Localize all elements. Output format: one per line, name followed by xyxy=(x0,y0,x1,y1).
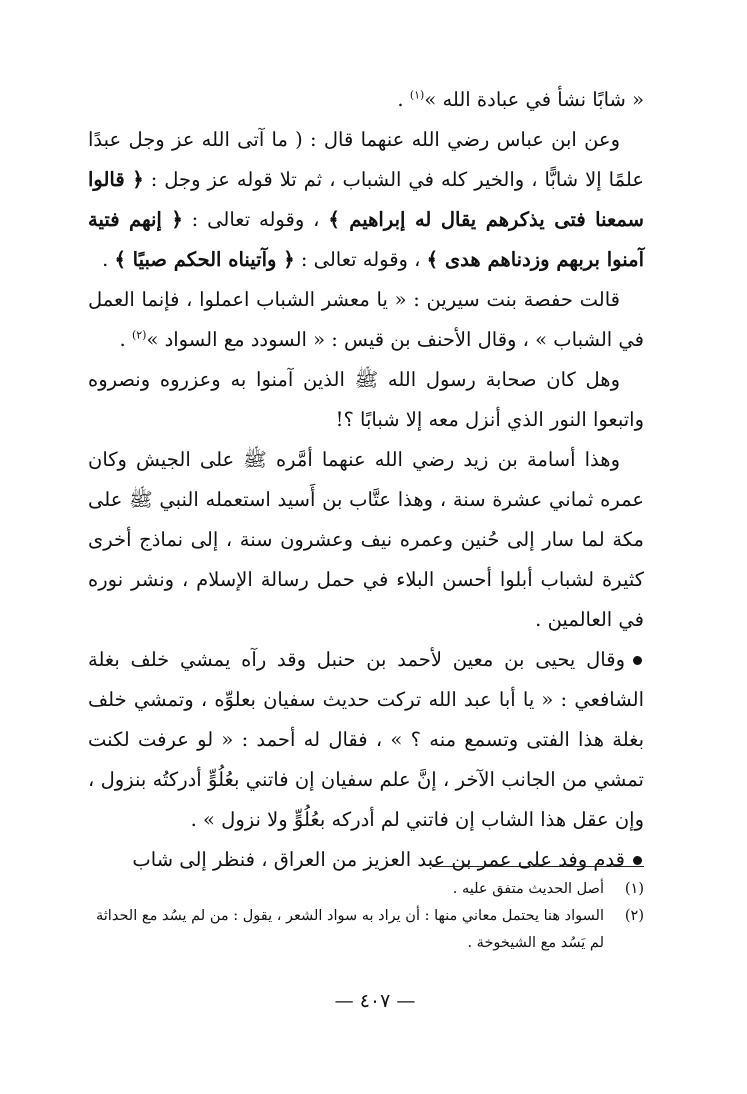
paragraph-text: « شابًا نشأ في عبادة الله » xyxy=(424,88,644,111)
footnote-ref-1[interactable]: (١) xyxy=(409,88,425,102)
paragraph-companions xyxy=(88,360,644,440)
page-body xyxy=(88,80,644,880)
paragraph-text: وقال يحيى بن معين لأحمد بن حنبل وقد رآه يمشي خلف بغلة الشافعي : « يا أبا عبد الله تركت حديث سفيان بعلوِّه ، وتمشي خلف بغلة هذا الفتى وتسمع منه ؟ » ، فقال له أحمد : « لو عرفت لكنت تمشي من الجانب الآخر ، إنَّ علم سفيان إن فاتني بعُلُوٍّ أدركتُه بنزول ، وإن عقل هذا الشاب إن فاتني لم أدركه بعُلُوٍّ ولا نزول » . xyxy=(88,648,644,831)
paragraph-text: قالت حفصة بنت سيرين : « يا معشر الشباب اعملوا ، فإنما العمل في الشباب » ، وقال الأحنف بن قيس : « السودد مع السواد » xyxy=(88,288,644,351)
footnote-text: السواد هنا يحتمل معاني منها : أن يراد به سواد الشعر ، يقول : من لم يسُد مع الحداثة لم يَسُد مع الشيخوخة . xyxy=(96,908,604,951)
paragraph-text: قدم وفد على عمر بن عبد العزيز من العراق ، فنظر إلى شاب xyxy=(132,848,625,871)
paragraph-umar-delegation xyxy=(88,840,644,880)
footnote-number: (١) xyxy=(624,881,644,897)
footnote-text: أصل الحديث متفق عليه . xyxy=(452,881,604,897)
footnote-1 xyxy=(88,876,644,903)
bullet-icon xyxy=(633,656,642,665)
paragraph-text: وهل كان صحابة رسول الله ﷺ الذين آمنوا به وعزروه ونصروه واتبعوا النور الذي أنزل معه إلا شبابًا ؟! xyxy=(88,368,644,431)
quran-verse-1: ﴿ قالوا سمعنا فتى يذكرهم يقال له إبراهيم ﴾ xyxy=(88,168,644,231)
footnote-2 xyxy=(88,903,644,957)
footnote-ref-2[interactable]: (٢) xyxy=(131,328,147,342)
footnote-number: (٢) xyxy=(624,908,644,924)
paragraph-usama xyxy=(88,440,644,640)
paragraph-text: وعن ابن عباس رضي الله عنهما قال : ( ما آتى الله عز وجل عبدًا علمًا إلا شابًّا ، والخير كله في الشباب ، ثم تلا قوله عز وجل : xyxy=(88,128,644,191)
paragraph-tail: . xyxy=(102,248,115,271)
quran-verse-2: ﴿ إنهم فتية آمنوا بربهم وزدناهم هدى ﴾ xyxy=(88,208,644,271)
footnote-divider xyxy=(432,866,644,867)
page-number: — ٤٠٧ — xyxy=(334,990,416,1012)
paragraph-hadith-end xyxy=(88,80,644,120)
paragraph-tail: . xyxy=(119,328,132,351)
paragraph-text: ، وقوله تعالى : xyxy=(182,208,329,231)
paragraph-text: وهذا أسامة بن زيد رضي الله عنهما أمَّره ﷺ على الجيش وكان عمره ثماني عشرة سنة ، وهذا عتَّاب بن أَسيد استعمله النبي ﷺ على مكة لما سار إلى حُنين وعمره نيف وعشرون سنة ، إلى نماذج أخرى كثيرة لشباب أبلوا أحسن البلاء في حمل رسالة الإسلام ، ونشر نوره في العالمين . xyxy=(88,448,644,631)
paragraph-ibn-abbas xyxy=(88,120,644,280)
paragraph-tail: . xyxy=(397,88,410,111)
footnotes xyxy=(88,876,644,957)
paragraph-text: ، وقوله تعالى : xyxy=(294,248,427,271)
paragraph-hafsa xyxy=(88,280,644,360)
quran-verse-3: ﴿ وآتيناه الحكم صبيًا ﴾ xyxy=(114,248,295,271)
paragraph-yahya xyxy=(88,640,644,840)
bullet-icon xyxy=(633,856,642,865)
